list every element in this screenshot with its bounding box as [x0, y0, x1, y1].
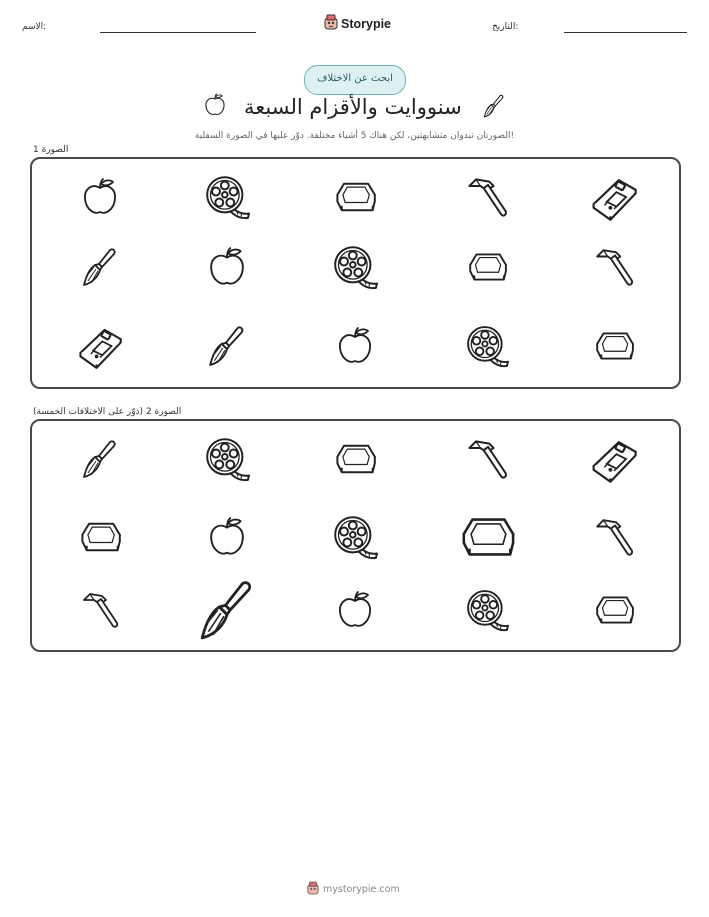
instructions: الصورتان تبدوان متشابهتين، لكن هناك 5 أشياء مختلفة. دوّر عليها في الصورة السفلية! — [194, 131, 515, 141]
apple-icon[interactable] — [335, 590, 375, 630]
picture2-label: الصورة 2 (دوّر على الاختلافات الخمسة) — [33, 407, 182, 417]
coffin-icon[interactable] — [333, 437, 377, 481]
activity-tag: ابحث عن الاختلاف — [304, 65, 406, 95]
date-label: التاريخ: — [492, 22, 519, 32]
mousetrap-icon — [77, 323, 123, 369]
coffin-icon[interactable] — [458, 508, 516, 566]
coffin-icon[interactable] — [593, 589, 635, 631]
storypie-logo-icon — [324, 14, 338, 33]
title-brush-icon — [482, 92, 506, 124]
hammer-icon — [465, 175, 509, 219]
coffin-icon — [593, 325, 635, 367]
brush-icon — [206, 325, 248, 367]
film-reel-icon[interactable] — [466, 589, 508, 631]
name-label: الاسم: — [22, 22, 47, 32]
apple-icon — [80, 177, 120, 217]
apple-icon — [206, 246, 248, 288]
coffin-icon — [333, 175, 377, 219]
page-title: سنووايت والأقزام السبعة — [244, 95, 462, 119]
picture1-label: الصورة 1 — [33, 145, 69, 155]
brand-logo — [324, 14, 391, 33]
footer — [307, 881, 400, 898]
mousetrap-icon[interactable] — [590, 435, 638, 483]
mousetrap-icon — [590, 173, 638, 221]
title-apple-icon — [203, 92, 227, 122]
coffin-icon — [466, 246, 508, 288]
hammer-icon[interactable] — [593, 516, 635, 558]
film-reel-icon — [205, 175, 249, 219]
hammer-icon — [593, 246, 635, 288]
name-field-line[interactable] — [100, 32, 256, 33]
storypie-logo-icon — [307, 881, 319, 898]
film-reel-icon — [333, 245, 377, 289]
apple-icon[interactable] — [206, 516, 248, 558]
hammer-icon[interactable] — [80, 590, 120, 630]
brush-icon[interactable] — [80, 439, 120, 479]
film-reel-icon[interactable] — [333, 515, 377, 559]
brush-icon[interactable] — [196, 579, 258, 641]
footer-url: mystorypie.com — [323, 884, 400, 895]
date-field-line[interactable] — [564, 32, 687, 33]
hammer-icon[interactable] — [465, 437, 509, 481]
film-reel-icon — [466, 325, 508, 367]
film-reel-icon[interactable] — [205, 437, 249, 481]
coffin-icon[interactable] — [78, 515, 122, 559]
brand-name: Storypie — [341, 16, 392, 31]
brush-icon — [80, 247, 120, 287]
apple-icon — [335, 326, 375, 366]
